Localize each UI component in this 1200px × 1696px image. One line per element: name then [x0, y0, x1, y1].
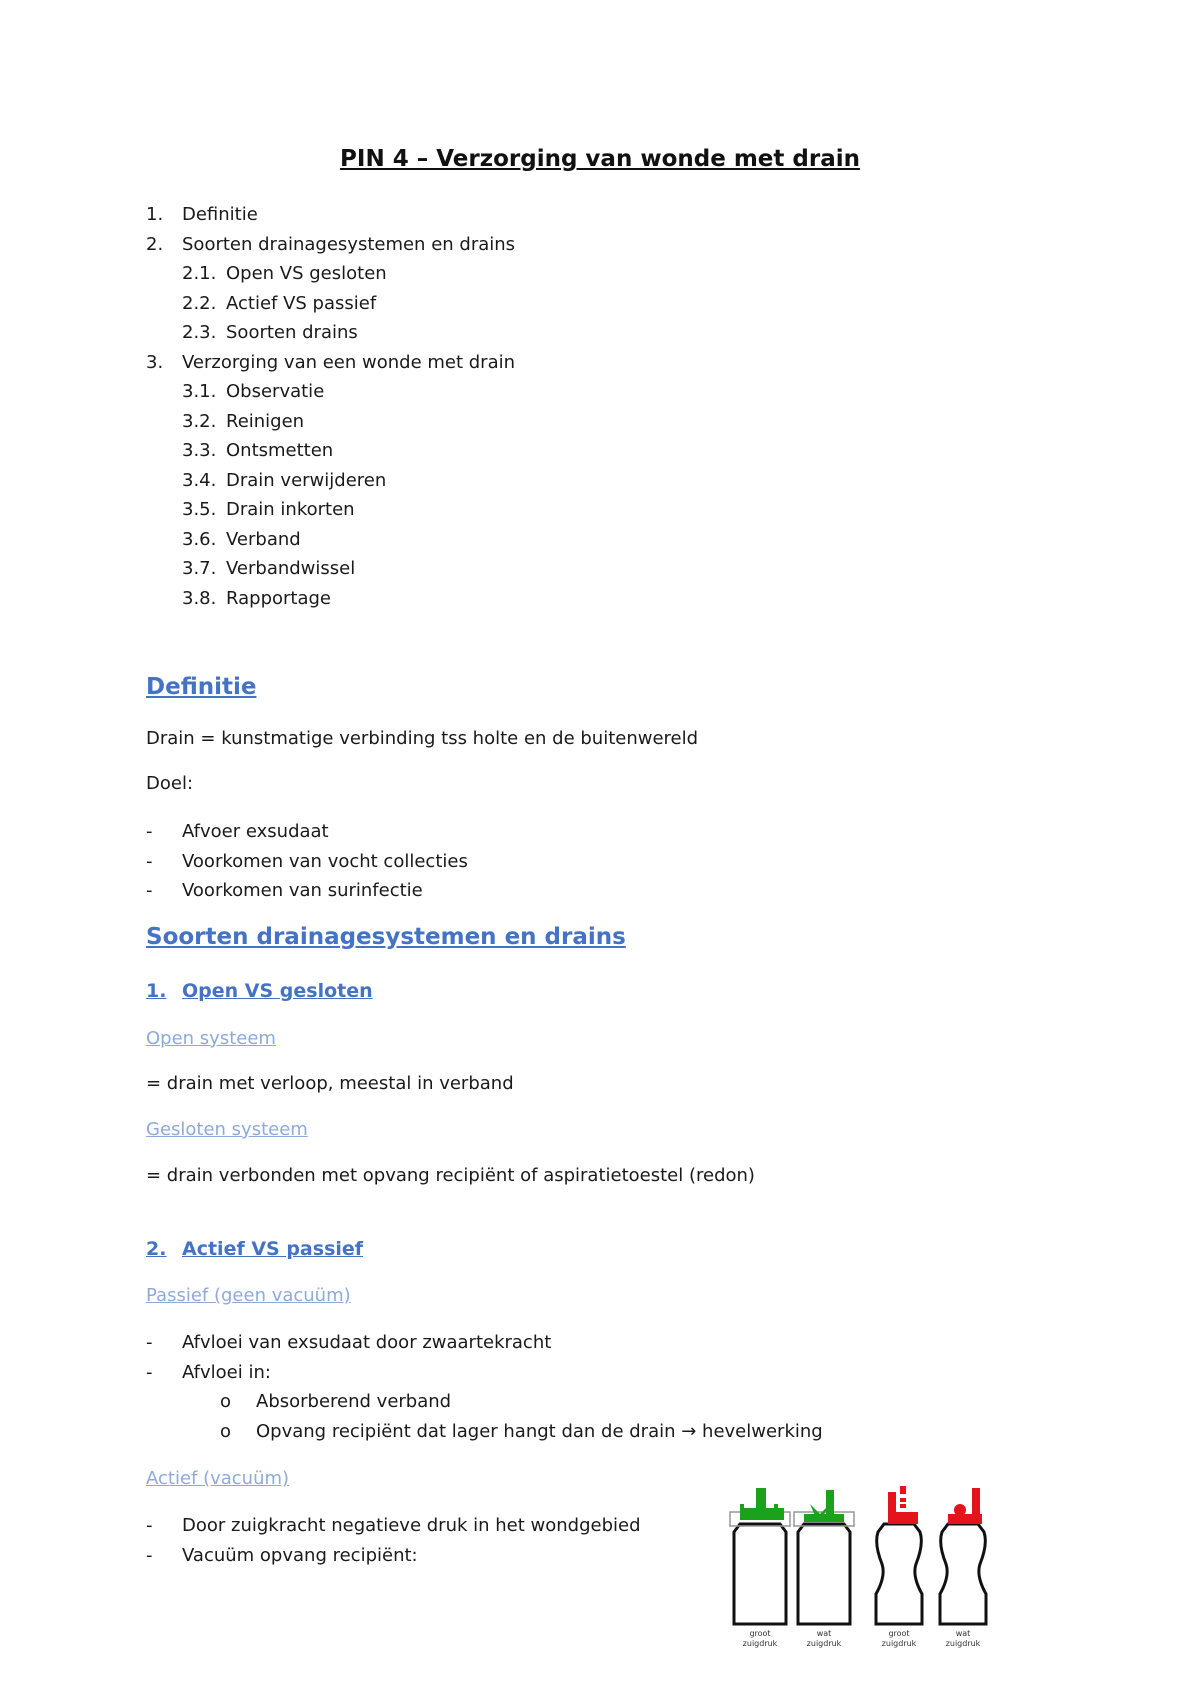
doel-list [146, 817, 468, 906]
vacuum-bottles-figure [716, 1484, 1036, 1652]
gesloten-systeem-text: = drain verbonden met opvang recipiënt of aspiratietoestel (redon) [146, 1165, 755, 1186]
table-of-contents [146, 200, 515, 613]
toc-item: 1. Definitie [146, 204, 258, 225]
list-item: - Door zuigkracht negatieve druk in het wondgebied [146, 1515, 641, 1536]
toc-subitem: 3.3. Ontsmetten [182, 440, 334, 461]
open-systeem-label: Open systeem [146, 1028, 276, 1049]
bottle-red-2 [940, 1488, 986, 1624]
caption-bottle-4-line1: wat [955, 1629, 971, 1638]
toc-subitem: 3.6. Verband [182, 528, 301, 550]
caption-bottle-1-line2: zuigdruk [742, 1639, 778, 1648]
open-systeem-text: = drain met verloop, meestal in verband [146, 1073, 514, 1094]
bottle-red-1 [876, 1486, 922, 1624]
gesloten-systeem-label: Gesloten systeem [146, 1119, 308, 1140]
toc-subitem: 3.8. Rapportage [182, 587, 331, 609]
list-item: - Voorkomen van vocht collecties [146, 850, 468, 872]
bottle-green-2 [794, 1490, 854, 1624]
toc-subitem: 3.1. Observatie [182, 381, 325, 402]
soorten-heading: Soorten drainagesystemen en drains [146, 924, 626, 950]
section-open-gesloten-heading: 1. Open VS gesloten [146, 980, 373, 1002]
list-item: - Voorkomen van surinfectie [146, 880, 423, 901]
toc-item: 3. Verzorging van een wonde met drain [146, 351, 516, 373]
actief-label: Actief (vacuüm) [146, 1468, 290, 1489]
definitie-text: Drain = kunstmatige verbinding tss holte en de buitenwereld [146, 728, 699, 749]
caption-bottle-3-line2: zuigdruk [881, 1639, 917, 1648]
list-item: - Afvoer exsudaat [146, 821, 329, 842]
list-item: - Vacuüm opvang recipiënt: [146, 1544, 418, 1566]
toc-subitem: 2.3. Soorten drains [182, 322, 358, 343]
page-title: PIN 4 – Verzorging van wonde met drain [340, 146, 860, 172]
toc-subitem: 3.5. Drain inkorten [182, 499, 355, 520]
list-subitem: o Absorberend verband [220, 1391, 452, 1412]
caption-bottle-2-line1: wat [816, 1629, 832, 1638]
toc-subitem: 3.7. Verbandwissel [182, 558, 356, 579]
vacuum-bottles-illustration [716, 1484, 1036, 1652]
caption-bottle-1-line1: groot [749, 1629, 771, 1638]
toc-subitem: 2.2. Actief VS passief [182, 292, 377, 314]
passief-label: Passief (geen vacuüm) [146, 1285, 351, 1306]
definitie-heading: Definitie [146, 674, 257, 700]
caption-bottle-4-line2: zuigdruk [945, 1639, 981, 1648]
section-actief-passief-heading: 2. Actief VS passief [146, 1238, 364, 1260]
passief-list [146, 1328, 823, 1446]
list-item: - Afvloei van exsudaat door zwaartekracht [146, 1332, 552, 1353]
toc-subitem: 2.1. Open VS gesloten [182, 263, 387, 284]
list-subitem: o Opvang recipiënt dat lager hangt dan de drain → hevelwerking [220, 1420, 823, 1442]
list-item: - Afvloei in: [146, 1361, 271, 1383]
toc-subitem: 3.4. Drain verwijderen [182, 469, 387, 491]
toc-item: 2. Soorten drainagesystemen en drains [146, 233, 516, 255]
bottle-green-1 [730, 1488, 790, 1624]
caption-bottle-2-line2: zuigdruk [806, 1639, 842, 1648]
toc-subitem: 3.2. Reinigen [182, 410, 305, 432]
actief-list [146, 1511, 641, 1570]
caption-bottle-3-line1: groot [888, 1629, 910, 1638]
doel-label: Doel: [146, 773, 194, 794]
